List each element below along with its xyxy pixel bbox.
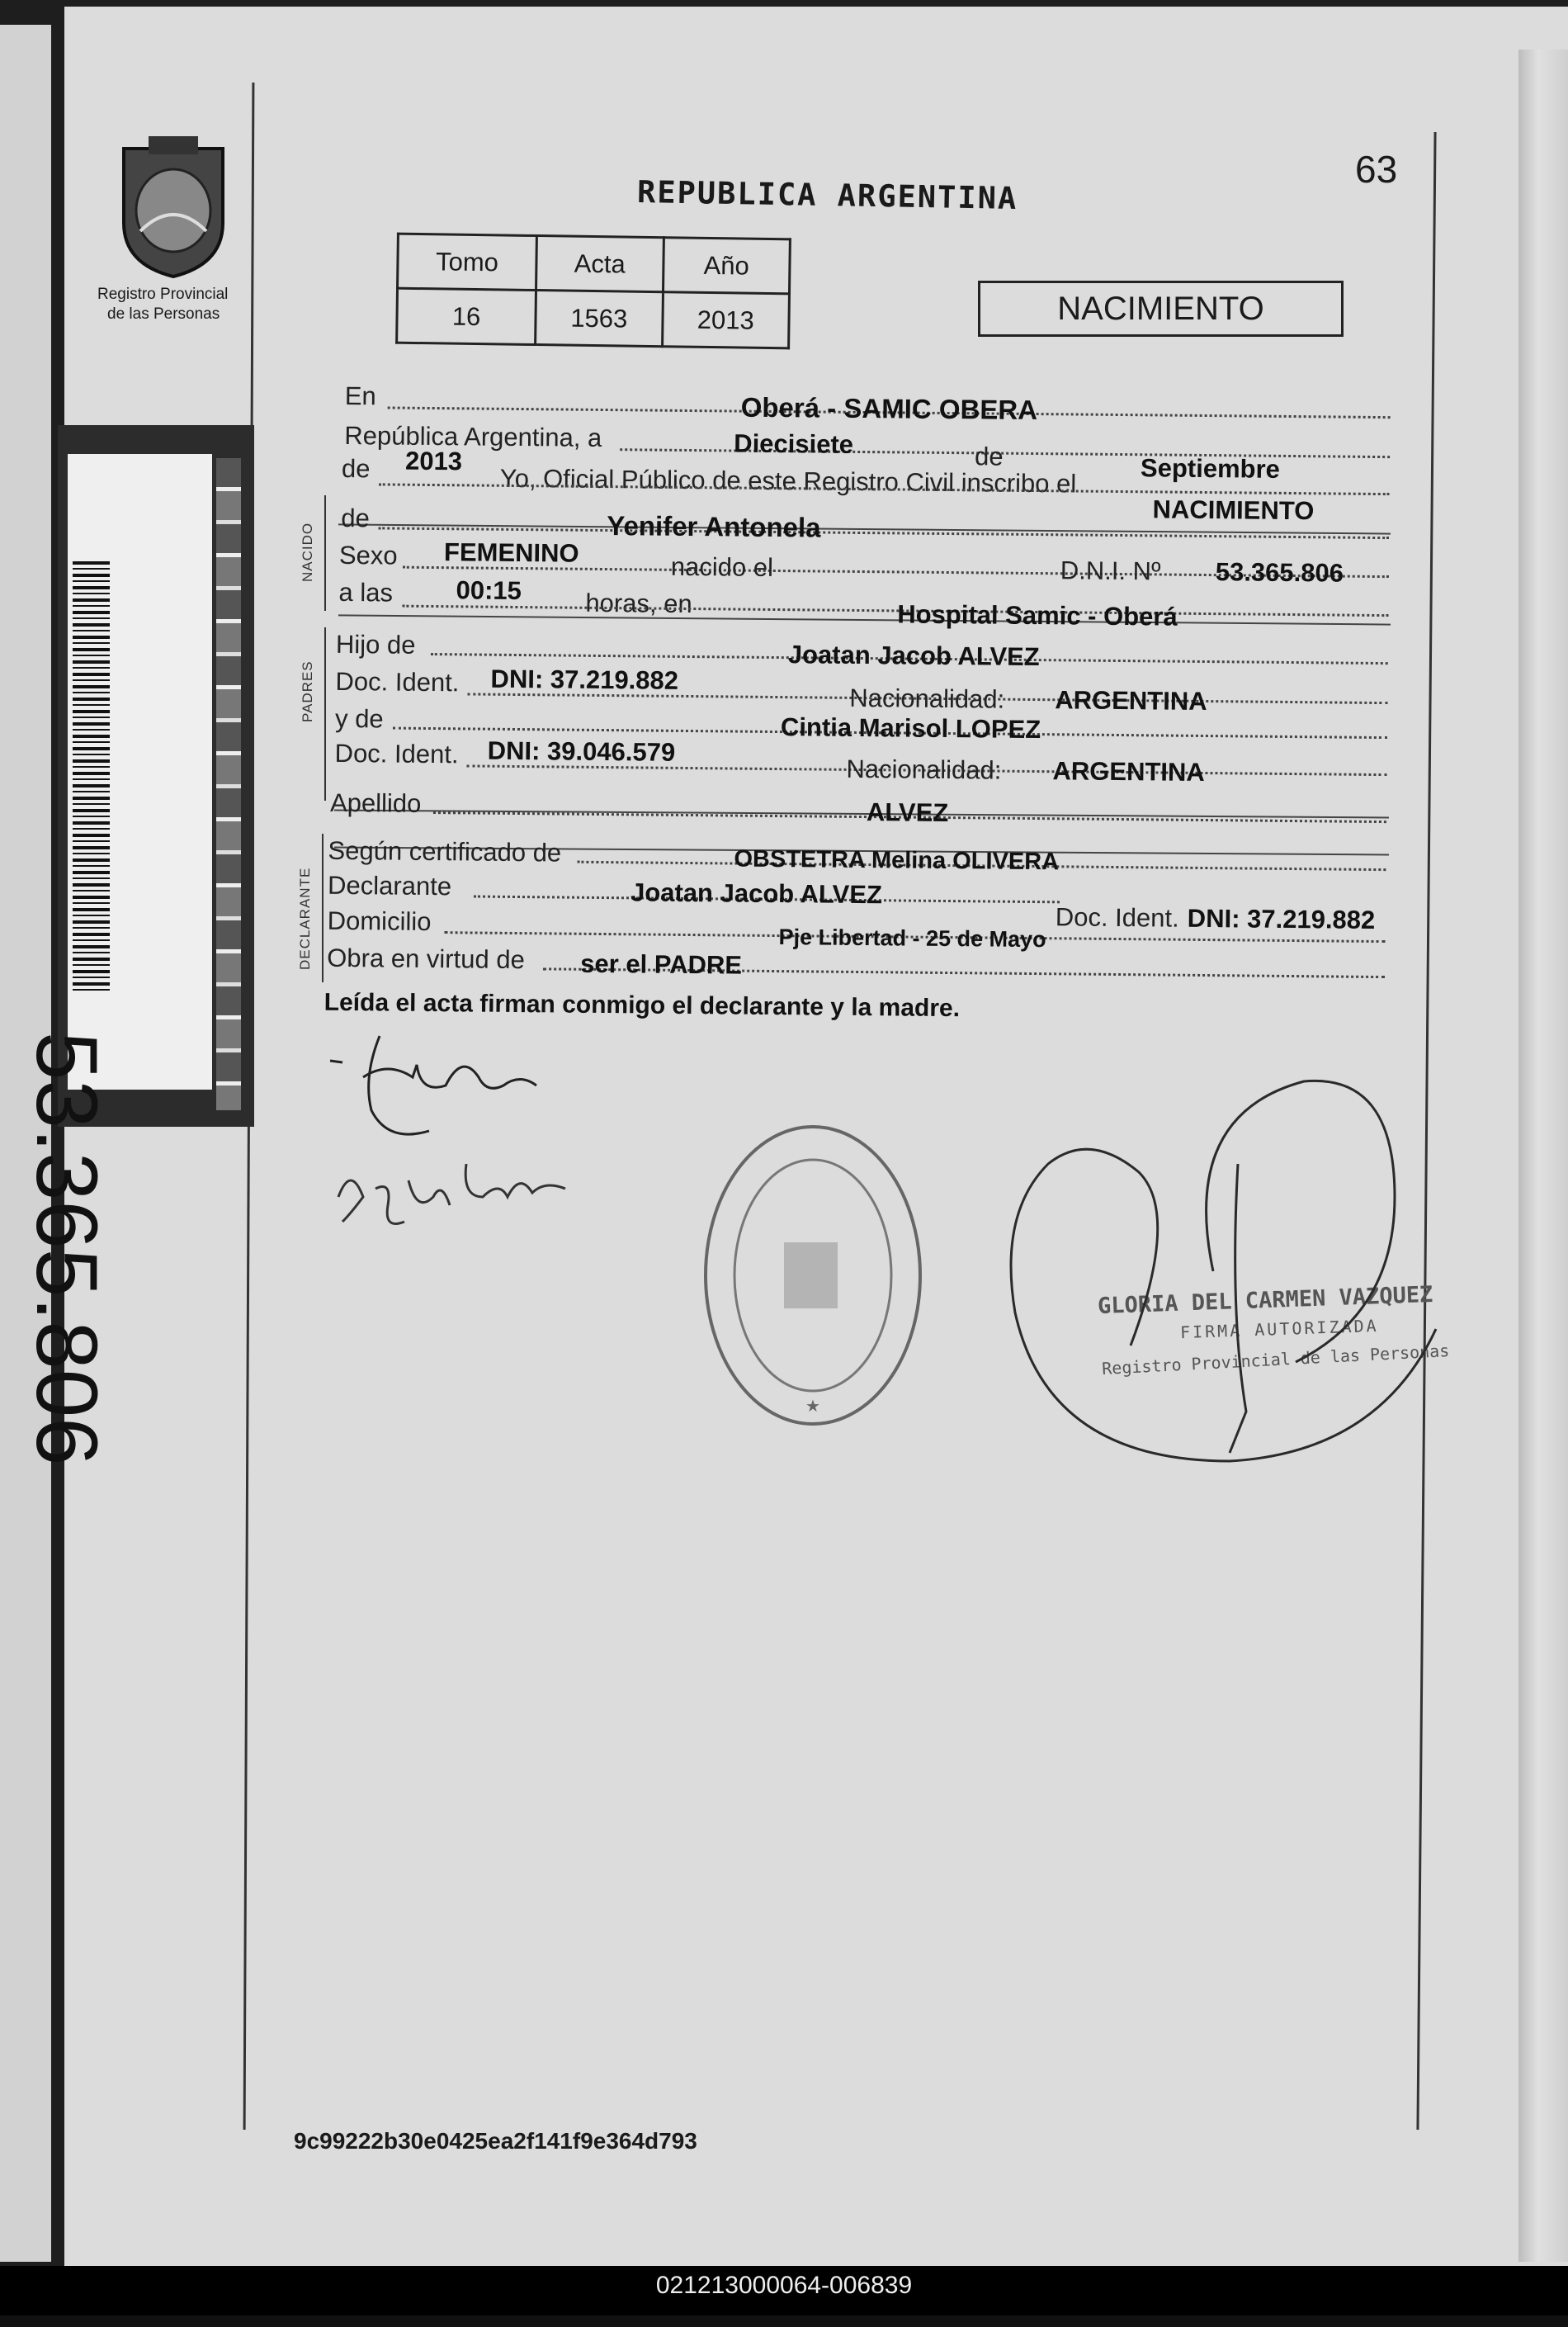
closing-text: Leída el acta firman conmigo el declarante y la madre. [324,988,961,1023]
table-cell-anio: 2013 [662,292,789,348]
anio-de-label: de [341,453,371,484]
hora-value: 00:15 [456,575,522,606]
svg-text:★: ★ [805,1398,820,1416]
registry-line-1: Registro Provincial [97,286,229,303]
table-cell-tomo: 16 [397,288,536,344]
dia-value: Diecisiete [734,428,854,459]
apellido-value: ALVEZ [866,797,949,828]
table-header-tomo: Tomo [398,234,537,290]
nac1-value: ARGENTINA [1055,685,1207,717]
lugar-value: Hospital Samic - Oberá [897,599,1178,631]
doc3-value: DNI: 37.219.882 [1187,903,1376,934]
nac1-label: Nacionalidad: [849,683,1005,714]
republica-label: República Argentina, a [344,420,602,452]
nombre-value: Yenifer Antonela [607,510,821,543]
obra-value: ser el PADRE [580,948,743,980]
document-title: REPUBLICA ARGENTINA [636,173,1018,217]
doc1-label: Doc. Ident. [335,666,460,698]
padre-value: Joatan Jacob ALVEZ [787,640,1040,672]
signature-mother [326,1147,582,1238]
dni-label: D.N.I. Nº [1060,556,1161,586]
official-signature [966,1065,1444,1478]
table-cell-acta: 1563 [536,291,663,347]
nac2-value: ARGENTINA [1052,756,1205,787]
section-label-padres: PADRES [300,660,315,722]
obra-label: Obra en virtud de [327,943,525,975]
nombre-de-label: de [341,503,371,533]
table-header-acta: Acta [536,236,664,292]
declarante-label: Declarante [327,870,452,901]
barcode-number: 53.365.806 [18,1032,115,1466]
domicilio-value: Pje Libertad - 25 de Mayo [778,925,1046,953]
table-header-anio: Año [663,238,790,294]
dni-value: 53.365.806 [1215,557,1344,588]
official-stamp-name: GLORIA DEL CARMEN VAZQUEZ [1097,1281,1433,1320]
hash-code: 9c99222b30e0425ea2f141f9e364d793 [294,2128,697,2154]
section-label-declarante: DECLARANTE [297,867,313,970]
doc3-label: Doc. Ident. [1055,902,1179,933]
signature-father [314,1028,553,1152]
en-value: Oberá - SAMIC OBERA [740,391,1038,426]
section-label-nacido: NACIDO [300,522,315,582]
official-stamp-org: Registro Provincial de las Personas [1101,1340,1450,1379]
page-number: 63 [1355,148,1398,191]
en-label: En [344,381,376,411]
hora-dots [402,605,1388,617]
hijo-label: Hijo de [335,629,416,660]
mes-de-label: de [974,442,1004,471]
nac2-label: Nacionalidad: [846,754,1002,785]
madre-value: Cintia Marisol LOPEZ [780,712,1041,745]
round-stamp [697,1119,928,1436]
certificado-label: Según certificado de [328,835,562,868]
sexo-value: FEMENINO [443,537,579,568]
apellido-label: Apellido [329,787,422,818]
hora-label: a las [338,577,394,608]
domicilio-label: Domicilio [327,906,432,937]
registry-line-2: de las Personas [107,305,220,323]
horas-en-label: horas, en [585,588,692,619]
sexo-label: Sexo [338,540,398,570]
certificado-value: OBSTETRA Melina OLIVERA [734,845,1060,876]
official-stamp-role: FIRMA AUTORIZADA [1179,1315,1380,1343]
oficial-text: Yo, Oficial Público de este Registro Civil inscribo el [499,463,1077,499]
record-type-box: NACIMIENTO [978,281,1344,337]
doc2-value: DNI: 39.046.579 [487,735,676,767]
footer-code: 021213000064-006839 [655,2272,913,2299]
inscribo-value: NACIMIENTO [1152,494,1315,526]
yde-label: y de [334,703,384,734]
anio-value: 2013 [404,446,463,476]
doc1-value: DNI: 37.219.882 [490,664,679,695]
nacido-label: nacido el [670,551,774,582]
declarante-value: Joatan Jacob ALVEZ [630,877,883,910]
doc2-label: Doc. Ident. [334,738,459,769]
nombre-dots [378,527,1389,539]
mes-value: Septiembre [1140,453,1281,484]
